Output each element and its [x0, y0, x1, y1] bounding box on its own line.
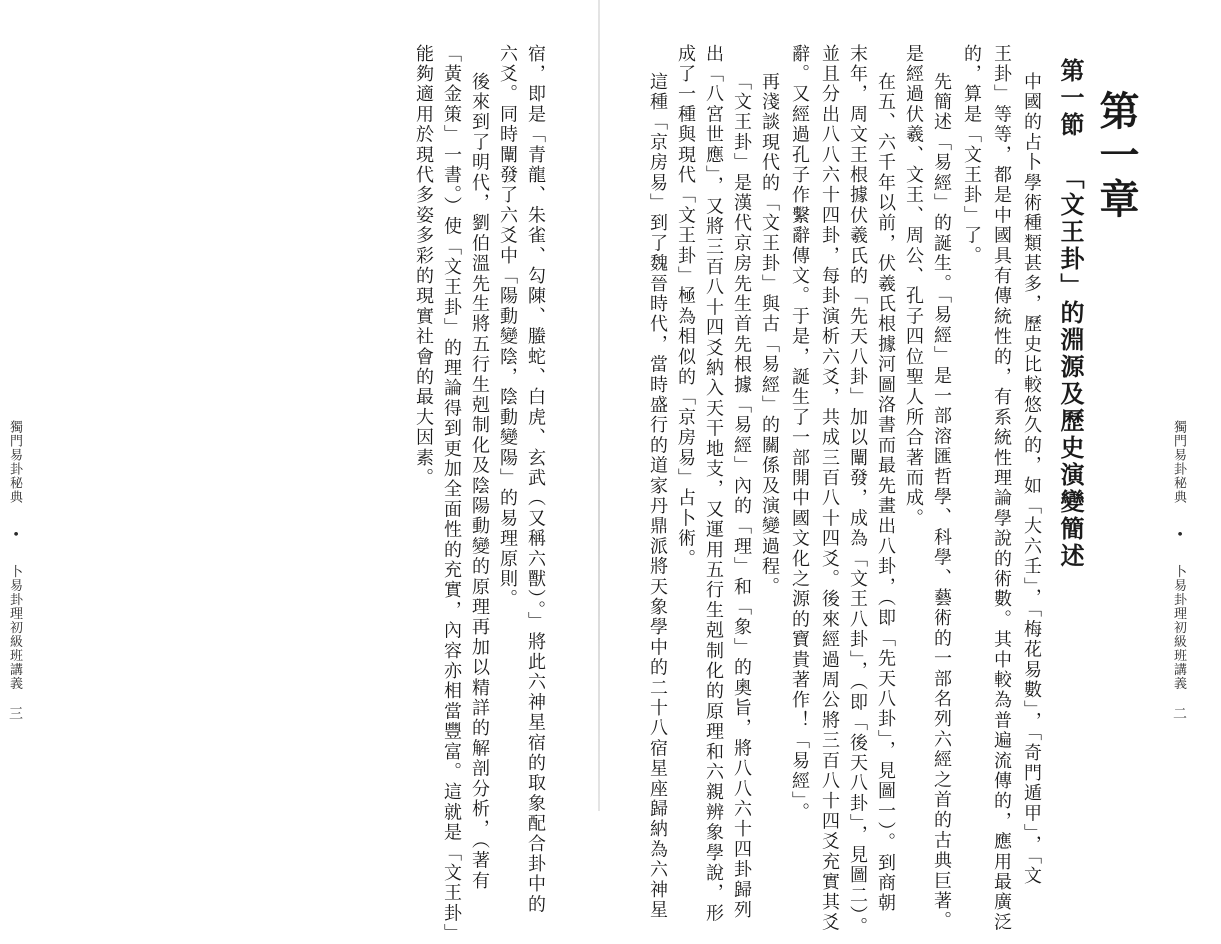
body-line-r3: 的，算是「文王卦」了。	[961, 44, 982, 267]
body-line-l2: 六爻。同時闡發了六爻中「陽動變陰，陰動變陽」的易理原則。	[497, 44, 518, 610]
body-line-r7: 末年，周文王根據伏羲氏的「先天八卦」加以闡發，成為「文王八卦」，（即「後天八卦」，見圖二）。	[847, 44, 868, 938]
section-number: 第一節	[1056, 58, 1085, 139]
body-line-r5: 是經過伏羲、文王、周公、孔子四位聖人所合著而成。	[903, 44, 924, 529]
body-line-r11: 「文王卦」是漢代京房先生首先根據「易經」內的「理」和「象」的奧旨，將八八六十四卦歸列	[731, 72, 752, 921]
page-number-right: 二	[1171, 706, 1187, 722]
left-margin-header	[8, 420, 21, 691]
body-line-l3: 後來到了明代，劉伯溫先生將五行生剋制化及陰陽動變的原理再加以精詳的解剖分析，（著有	[469, 72, 490, 892]
page-gutter	[598, 0, 600, 811]
body-line-r2: 王卦」等等，都是中國具有傳統性的，有系統性理論學說的術數。其中較為普遍流傳的，應用最廣泛	[991, 44, 1012, 933]
right-margin-header	[1172, 420, 1185, 691]
course-title: 卜易卦理初級班講義	[1171, 564, 1186, 691]
body-line-r13: 成了一種與現代「文王卦」極為相似的「京房易」占卜術。	[675, 44, 696, 570]
section-heading	[1056, 58, 1085, 570]
body-line-l4: 「黃金策」一書。）使「文王卦」的理論得到更加全面性的充實，內容亦相當豐富。這就是「文王卦」	[441, 44, 462, 944]
body-line-r8: 並且分出八八六十四卦，每卦演析六爻，共成三百八十四爻。後來經過周公將三百八十四爻充實其爻	[819, 44, 840, 933]
body-line-l1: 宿，即是「青龍、朱雀、勾陳、螣蛇、白虎、玄武（又稱六獸）。」將此六神星宿的取象配合卦中的	[525, 44, 546, 915]
book-title: 獨門易卦秘典	[1171, 420, 1186, 504]
body-line-r10: 再淺談現代的「文王卦」與古「易經」的關係及演變過程。	[759, 72, 780, 598]
body-line-r14: 這種「京房易」到了魏晉時代，當時盛行的道家丹鼎派將天象學中的二十八宿星座歸納為六神星	[647, 72, 668, 921]
body-line-r9: 辭。又經過孔子作繫辭傳文。于是，誕生了一部開中國文化之源的寶貴著作！「易經」。	[789, 44, 810, 823]
body-line-l5: 能夠適用於現代多姿多彩的現實社會的最大因素。	[413, 44, 434, 489]
body-line-r1: 中國的占卜學術種類甚多，歷史比較悠久的，如「大六壬」，「梅花易數」，「奇門遁甲」，「文	[1021, 72, 1042, 887]
course-title: 卜易卦理初級班講義	[7, 564, 22, 691]
page-number-left: 三	[7, 706, 23, 722]
margin-bullet: •	[7, 530, 22, 539]
margin-bullet: •	[1171, 530, 1186, 539]
body-line-r4: 先簡述「易經」的誕生。「易經」是一部溶匯哲學、科學、藝術的一部名列六經之首的古典巨著。	[931, 72, 952, 932]
section-title: 「文王卦」的淵源及歷史演變簡述	[1056, 165, 1085, 570]
chapter-title: 第一章	[1093, 90, 1140, 222]
book-title: 獨門易卦秘典	[7, 420, 22, 504]
body-line-r6: 在五、六千年以前，伏羲氏根據河圖洛書而最先畫出八卦，（即「先天八卦」，見圖一）。到商朝	[875, 72, 896, 914]
body-line-r12: 出「八宮世應」，又將三百八十四爻納入天干地支，又運用五行生剋制化的原理和六親辨象學說，形	[703, 44, 724, 924]
